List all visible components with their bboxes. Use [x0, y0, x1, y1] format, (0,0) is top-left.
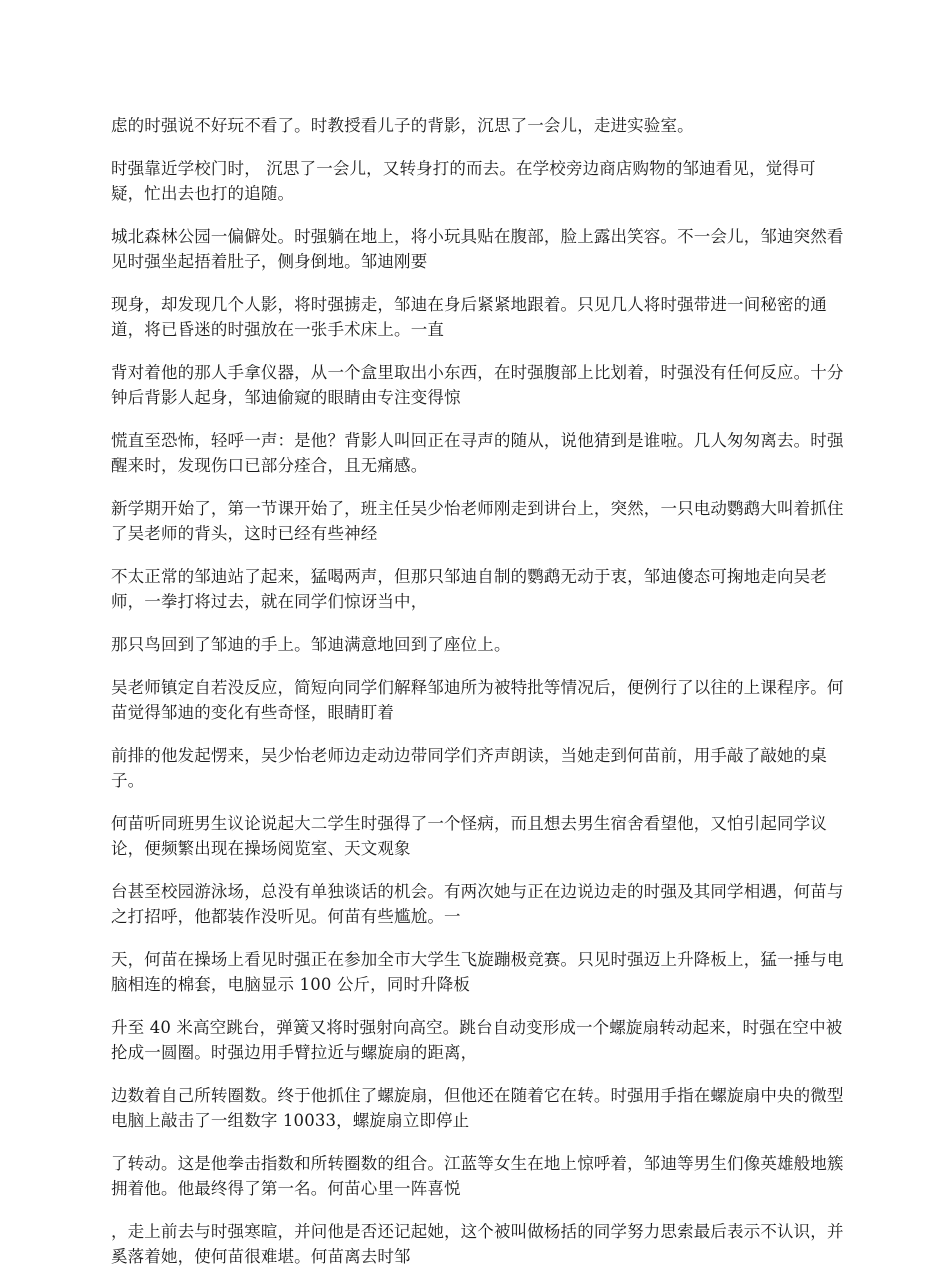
paragraph-4: 现身，却发现几个人影，将时强掳走，邹迪在身后紧紧地跟着。只见几人将时强带进一间秘密的通道，将已昏迷的时强放在一张手术床上。一直	[111, 295, 827, 339]
paragraph-16: 边数着自己所转圈数。终于他抓住了螺旋扇，但他还在随着它在转。时强用手指在螺旋扇中央的微型电脑上敲击了一组数字 10033，螺旋扇立即停止	[111, 1086, 844, 1130]
paragraph-11: 前排的他发起愣来，吴少怡老师边走动边带同学们齐声朗读，当她走到何苗前，用手敲了敲她的桌子。	[111, 746, 827, 790]
paragraph-15: 升至 40 米高空跳台，弹簧又将时强射向高空。跳台自动变形成一个螺旋扇转动起来，时强在空中被抡成一圆圈。时强边用手臂拉近与螺旋扇的距离，	[111, 1018, 843, 1062]
paragraph-7: 新学期开始了，第一节课开始了，班主任吴少怡老师刚走到讲台上，突然，一只电动鹦鹉大叫着抓住了吴老师的背头，这时已经有些神经	[111, 499, 844, 543]
paragraph-13: 台甚至校园游泳场，总没有单独谈话的机会。有两次她与正在边说边走的时强及其同学相遇，何苗与之打招呼，他都装作没听见。何苗有些尴尬。一	[111, 882, 844, 926]
paragraph-9: 那只鸟回到了邹迪的手上。邹迪满意地回到了座位上。	[111, 635, 511, 654]
paragraph-14: 天，何苗在操场上看见时强正在参加全市大学生飞旋蹦极竞赛。只见时强迈上升降板上，猛一捶与电脑相连的棉套，电脑显示 100 公斤，同时升降板	[111, 950, 844, 994]
paragraph-3: 城北森林公园一偏僻处。时强躺在地上，将小玩具贴在腹部，脸上露出笑容。不一会儿，邹迪突然看见时强坐起捂着肚子，侧身倒地。邹迪刚要	[111, 227, 844, 271]
paragraph-12: 何苗听同班男生议论说起大二学生时强得了一个怪病，而且想去男生宿舍看望他，又怕引起同学议论，便频繁出现在操场阅览室、天文观象	[111, 814, 827, 858]
paragraph-5: 背对着他的那人手拿仪器，从一个盒里取出小东西，在时强腹部上比划着，时强没有任何反应。十分钟后背影人起身，邹迪偷窥的眼睛由专注变得惊	[111, 363, 844, 407]
paragraph-1: 虑的时强说不好玩不看了。时教授看儿子的背影，沉思了一会儿，走进实验室。	[111, 116, 694, 135]
paragraph-18: ，走上前去与时强寒暄，并问他是否还记起她，这个被叫做杨括的同学努力思索最后表示不认识，并奚落着她，使何苗很难堪。何苗离去时邹	[111, 1222, 844, 1266]
paragraph-8: 不太正常的邹迪站了起来，猛喝两声，但那只邹迪自制的鹦鹉无动于衷，邹迪傻态可掬地走向吴老师，一拳打将过去，就在同学们惊讶当中，	[111, 567, 827, 611]
paragraph-6: 慌直至恐怖，轻呼一声：是他？背影人叫回正在寻声的随从，说他猜到是谁啦。几人匆匆离去。时强醒来时，发现伤口已部分痊合，且无痛感。	[111, 431, 844, 475]
paragraph-2: 时强靠近学校门时， 沉思了一会儿，又转身打的而去。在学校旁边商店购物的邹迪看见，觉得可疑，忙出去也打的追随。	[111, 159, 816, 203]
paragraph-10: 吴老师镇定自若没反应，简短向同学们解释邹迪所为被特批等情况后，便例行了以往的上课程序。何苗觉得邹迪的变化有些奇怪，眼睛盯着	[111, 678, 844, 722]
paragraph-17: 了转动。这是他拳击指数和所转圈数的组合。江蓝等女生在地上惊呼着，邹迪等男生们像英雄般地簇拥着他。他最终得了第一名。何苗心里一阵喜悦	[111, 1154, 844, 1198]
document-body	[111, 113, 846, 1287]
